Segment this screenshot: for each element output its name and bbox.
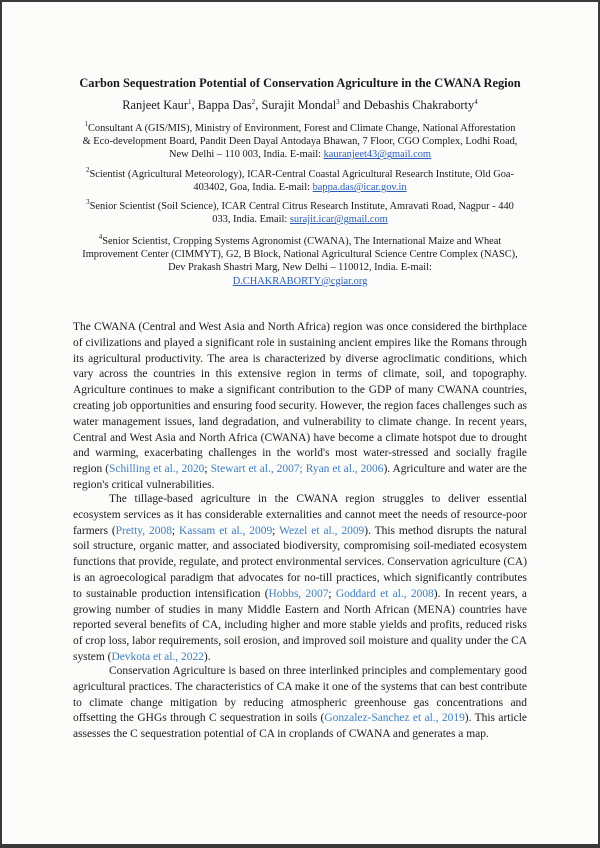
body-text: ). This method disrupts the natural soil structure, organic matter, and associated biodiversity, compromising soil-mediated ecosystem functions that provide, regulate, and protect environmental services. Conservation agriculture (CA) is an agroecological paradigm that advocates for no-till practices, which significantly contributes to sustainable production intensification ( <box>73 524 527 600</box>
body-text: Conservation Agriculture is based on three interlinked principles and complementary good agricultural practices. The characteristics of CA make it one of the systems that can best contribute to climate change mitigation by reducing atmospheric greenhouse gas concentrations and offsetting the GHGs through C sequestration in soils ( <box>73 665 527 725</box>
body-paragraph <box>73 320 527 494</box>
email-link[interactable]: surajit.icar@gmail.com <box>289 214 388 226</box>
citation-link[interactable]: Pretty, 2008 <box>115 524 172 537</box>
body-text: ). Agriculture and water are the region's critical vulnerabilities. <box>73 463 527 491</box>
author: Surajit Mondal$^3$ and <box>261 98 364 112</box>
email-link[interactable]: kauranjeet43@gmail.com <box>323 149 431 161</box>
author: Debashis Chakraborty$^4$ <box>363 98 478 112</box>
email-link[interactable]: bappa.das@icar.gov.in <box>312 182 407 194</box>
paragraph-3 <box>73 664 527 743</box>
document-page <box>2 2 598 844</box>
author: Ranjeet Kaur$^1$, <box>122 98 198 112</box>
paragraph-1 <box>73 320 527 494</box>
citation-link[interactable]: Hobbs, 2007 <box>268 587 329 600</box>
body-text: ; <box>171 524 180 537</box>
affiliation-3: $^3$Senior Scientist (Soil Science), ICAR Central Citrus Research Institute, Amravati Road, Nagpur - 440 033, India. Email: surajit.icar@gmail.com <box>86 198 514 226</box>
author: Bappa Das$^2$, <box>197 98 262 112</box>
body-text: ; <box>328 587 336 600</box>
citation-link[interactable]: Schilling et al., 2020 <box>109 463 205 476</box>
affiliation-2: $^2$Scientist (Agricultural Meteorology), ICAR-Central Coastal Agricultural Research Institute, Old Goa-403402, Goa, India. E-mail: bappa.das@icar.gov.in <box>86 166 514 194</box>
body-text: ). This article assesses the C sequestration potential of CA in croplands of CWANA and generates a map. <box>73 712 527 741</box>
body-text: ). <box>203 650 211 663</box>
paper-title: Carbon Sequestration Potential of Conservation Agriculture in the CWANA Region <box>79 76 521 90</box>
author-list <box>2 98 598 113</box>
paragraph-2 <box>73 492 527 666</box>
body-paragraph <box>73 492 527 666</box>
body-text: The tillage-based agriculture in the CWANA region struggles to deliver essential ecosystem services as it has considerable externalities and cannot meet the needs of resource-poor farmers ( <box>73 493 527 537</box>
citation-link[interactable]: Stewart et al., 2007; Ryan et al., 2006 <box>210 463 384 476</box>
citation-link[interactable]: Wezel et al., 2009 <box>279 524 365 537</box>
affiliation-4: $^4$Senior Scientist, Cropping Systems Agronomist (CWANA), The International Maize and Wheat Improvement Center (CIMMYT), G2, B Block, National Agricultural Science Centre Complex (NASC), Dev Prakash Shastri Marg, New Delhi – 110012, India. E-mail: D.CHAKRABORTY@cgiar.org <box>82 233 518 287</box>
citation-link[interactable]: Goddard et al., 2008 <box>335 587 434 600</box>
body-text: ; <box>204 463 211 476</box>
body-text: The CWANA (Central and West Asia and North Africa) region was once considered the birthplace of civilizations and played a significant role in sustaining ancient empires like the Romans through its agricultural productivity. The area is characterized by diverse agroclimatic conditions, which vary across the countries in this extensive region in terms of climate, soil, and topography. Agriculture continues to make a significant contribution to the GDP of many CWANA countries, creating job opportunities and ensuring food security. However, the region faces challenges such as water management issues, land degradation, and vulnerability to climate change. In recent years, Central and West Asia and North Africa (CWANA) have become a climate hotspot due to drought and warming, exacerbating challenges in the world's most water-stressed and socially fragile region ( <box>73 321 527 476</box>
citation-link[interactable]: Gonzalez-Sanchez et al., 2019 <box>324 712 465 725</box>
email-link[interactable]: D.CHAKRABORTY@cgiar.org <box>232 275 368 287</box>
body-text: ; <box>272 524 280 537</box>
citation-link[interactable]: Kassam et al., 2009 <box>179 524 273 537</box>
body-text: ). In recent years, a growing number of studies in many Middle Eastern and North African (MENA) countries have reported several benefits of CA, including higher and more stable yields and profits, reduced risks of crop loss, labor requirements, soil erosion, and improved soil moisture and quality under the CA system ( <box>73 587 527 663</box>
citation-link[interactable]: Devkota et al., 2022 <box>111 650 204 663</box>
affiliation-1: $^1$Consultant A (GIS/MIS), Ministry of Environment, Forest and Climate Change, National Afforestation & Eco-development Board, Pandit Deen Dayal Antodaya Bhawan, 7 Floor, CGO Complex, Lodhi Road, New Delhi – 110 003, India. E-mail: kauranjeet43@gmail.com <box>82 120 518 161</box>
body-paragraph <box>73 664 527 743</box>
